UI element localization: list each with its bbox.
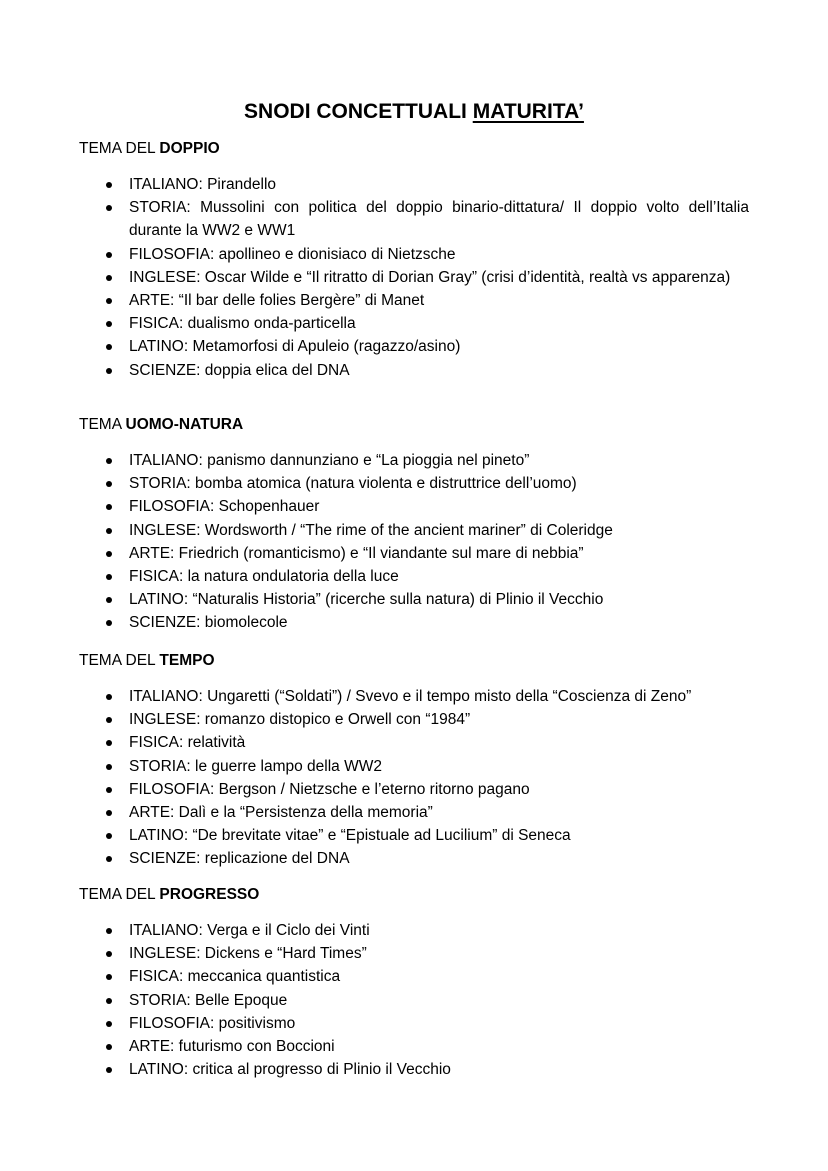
section-heading-topic: DOPPIO (159, 140, 220, 157)
list-item (79, 1035, 749, 1058)
bullet-icon (106, 951, 112, 957)
list-item-text: LATINO: “De brevitate vitae” e “Epistuale ad Lucilium” di Seneca (129, 827, 571, 845)
list-item (79, 801, 749, 824)
bullet-icon (106, 368, 112, 374)
bullet-icon (106, 764, 112, 770)
bullet-icon (106, 787, 112, 793)
section-heading-topic: TEMPO (159, 652, 215, 669)
section-heading-prefix: TEMA DEL (79, 886, 160, 903)
list-item-text: ARTE: futurismo con Boccioni (129, 1038, 335, 1056)
list-item-text: SCIENZE: doppia elica del DNA (129, 361, 350, 379)
bullet-icon (106, 528, 112, 534)
list-item-text: FILOSOFIA: apollineo e dionisiaco di Nietzsche (129, 245, 456, 263)
bullet-icon (106, 833, 112, 839)
bullet-icon (106, 182, 112, 188)
list-item (79, 1012, 749, 1035)
list-item (79, 989, 749, 1012)
list-item (79, 312, 749, 335)
section-heading-prefix: TEMA DEL (79, 140, 160, 157)
bullet-icon (106, 810, 112, 816)
list-item-text: LATINO: critica al progresso di Plinio il Vecchio (129, 1061, 451, 1079)
list-item (79, 289, 749, 312)
list-item-text: LATINO: “Naturalis Historia” (ricerche sulla natura) di Plinio il Vecchio (129, 591, 604, 609)
section-heading-prefix: TEMA DEL (79, 652, 160, 669)
list-item (79, 588, 749, 611)
list-item (79, 472, 749, 495)
list-item (79, 542, 749, 565)
bullet-icon (106, 974, 112, 980)
list-item (79, 611, 749, 634)
list-item (79, 755, 749, 778)
bullet-icon (106, 717, 112, 723)
bullet-icon (106, 620, 112, 626)
bullet-icon (106, 551, 112, 557)
bullet-icon (106, 998, 112, 1004)
bullet-icon (106, 856, 112, 862)
list-item-text: ITALIANO: Ungaretti (“Soldati”) / Svevo e il tempo misto della “Coscienza di Zeno” (129, 688, 692, 705)
bullet-icon (106, 344, 112, 350)
list-item-text: STORIA: le guerre lampo della WW2 (129, 757, 382, 775)
bullet-icon (106, 298, 112, 304)
list-item (79, 243, 749, 266)
list-item (79, 173, 749, 196)
list-item-text: ITALIANO: panismo dannunziano e “La pioggia nel pineto” (129, 452, 530, 469)
bullet-icon (106, 205, 112, 211)
list-item (79, 449, 749, 472)
bullet-icon (106, 321, 112, 327)
section-heading-prefix: TEMA (79, 416, 126, 433)
topic-list (79, 173, 759, 382)
list-item-text: ARTE: Friedrich (romanticismo) e “Il viandante sul mare di nebbia” (129, 544, 584, 562)
list-item (79, 708, 749, 731)
list-item-text: STORIA: Mussolini con politica del doppio binario-dittatura/ Il doppio volto dell’Italia durante la WW2 e WW1 (129, 199, 749, 240)
list-item-text: INGLESE: Wordsworth / “The rime of the ancient mariner” di Coleridge (129, 521, 613, 539)
list-item-text: FILOSOFIA: Bergson / Nietzsche e l’eterno ritorno pagano (129, 780, 530, 798)
page-title (0, 98, 828, 126)
section-tempo (79, 650, 759, 871)
list-item (79, 731, 749, 754)
list-item-text: INGLESE: romanzo distopico e Orwell con “1984” (129, 711, 471, 729)
topic-list (79, 919, 759, 1081)
topic-list (79, 449, 759, 635)
list-item (79, 942, 749, 965)
section-heading (79, 884, 759, 906)
list-item-text: INGLESE: Oscar Wilde e “Il ritratto di Dorian Gray” (crisi d’identità, realtà vs apparenza) (129, 268, 731, 286)
list-item (79, 778, 749, 801)
list-item (79, 685, 749, 708)
list-item-text: INGLESE: Dickens e “Hard Times” (129, 945, 367, 963)
list-item (79, 196, 749, 242)
bullet-icon (106, 252, 112, 258)
bullet-icon (106, 1067, 112, 1073)
section-heading-topic: UOMO-NATURA (125, 416, 244, 433)
list-item (79, 495, 749, 518)
bullet-icon (106, 481, 112, 487)
list-item-text: ARTE: Dalì e la “Persistenza della memoria” (129, 804, 433, 822)
bullet-icon (106, 574, 112, 580)
list-item (79, 565, 749, 588)
list-item-text: FISICA: dualismo onda-particella (129, 315, 356, 333)
list-item-text: FILOSOFIA: positivismo (129, 1014, 296, 1032)
bullet-icon (106, 504, 112, 510)
list-item-text: FILOSOFIA: Schopenhauer (129, 498, 320, 516)
bullet-icon (106, 1044, 112, 1050)
title-underlined: MATURITA’ (472, 100, 584, 123)
list-item-text: STORIA: bomba atomica (natura violenta e distruttrice dell’uomo) (129, 475, 577, 493)
list-item-text: LATINO: Metamorfosi di Apuleio (ragazzo/asino) (129, 338, 461, 356)
list-item-text: ITALIANO: Pirandello (129, 176, 277, 193)
section-heading (79, 650, 759, 672)
bullet-icon (106, 694, 112, 700)
section-heading-topic: PROGRESSO (159, 886, 260, 903)
bullet-icon (106, 458, 112, 464)
title-prefix: SNODI CONCETTUALI (244, 100, 473, 123)
section-heading (79, 138, 759, 160)
bullet-icon (106, 1021, 112, 1027)
section-progresso (79, 884, 759, 1081)
topic-list (79, 685, 759, 871)
list-item (79, 335, 749, 358)
list-item (79, 359, 749, 382)
list-item (79, 965, 749, 988)
list-item (79, 824, 749, 847)
list-item-text: SCIENZE: replicazione del DNA (129, 850, 350, 868)
list-item (79, 1058, 749, 1081)
list-item (79, 847, 749, 870)
bullet-icon (106, 597, 112, 603)
list-item-text: SCIENZE: biomolecole (129, 614, 288, 632)
list-item-text: ITALIANO: Verga e il Ciclo dei Vinti (129, 922, 370, 939)
bullet-icon (106, 928, 112, 934)
list-item-text: ARTE: “Il bar delle folies Bergère” di Manet (129, 292, 425, 310)
list-item (79, 266, 749, 289)
list-item-text: STORIA: Belle Epoque (129, 991, 288, 1009)
list-item-text: FISICA: relatività (129, 734, 246, 752)
bullet-icon (106, 275, 112, 281)
list-item-text: FISICA: la natura ondulatoria della luce (129, 568, 399, 586)
section-heading (79, 414, 759, 436)
bullet-icon (106, 740, 112, 746)
section-doppio (79, 138, 759, 382)
list-item-text: FISICA: meccanica quantistica (129, 968, 341, 986)
list-item (79, 519, 749, 542)
list-item (79, 919, 749, 942)
section-uomo-natura (79, 414, 759, 635)
